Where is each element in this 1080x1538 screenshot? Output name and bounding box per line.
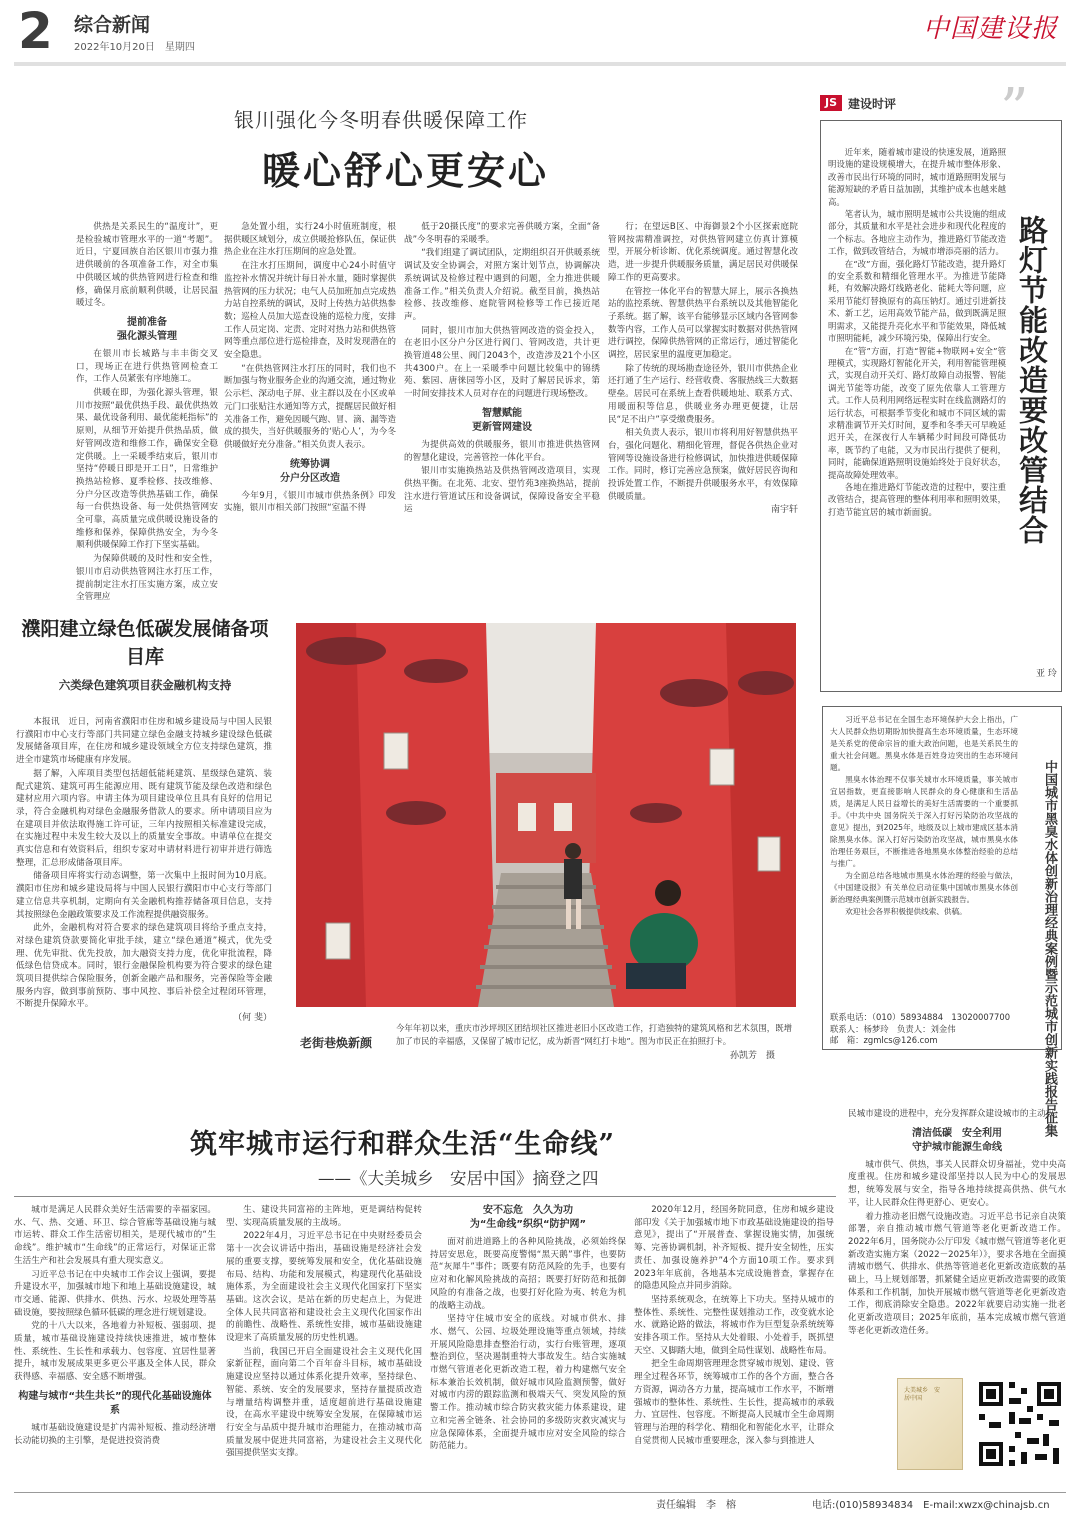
story2-subtitle: 六类绿色建筑项目获金融机构支持 — [58, 678, 232, 692]
paragraph: 民城市建设的进程中，充分发挥群众建设城市的主动权。 — [848, 1109, 1063, 1119]
newspaper-logo: 中国建设报 — [922, 14, 1058, 44]
paragraph: 着力推动老旧燃气设施改造。习近平总书记亲自决策部署，亲自推动城市燃气管道等老化更新改造工作。2022年6月，国务院办公厅印发《城市燃气管道等老化更新改造实施方案（2022－2025年）》，要求各地在全面摸清城市燃气、供排水、供热等管道老化更新改造底数的基础上，马上规划部署，抓紧健全适应更新改造需要的政策体系和工作机制，加快开展城市燃气管道等老化更新改造工作，彻底消除安全隐患。2022年就要启动实施一批老化更新改造项目；2025年底前，基本完成城市燃气管道等老化更新改造任务。 — [848, 1211, 1066, 1336]
contact-person: 联系人：杨梦玲 负责人：刘金伟 — [830, 1023, 956, 1034]
paragraph: 坚持守住城市安全的底线。对城市供水、排水、燃气、公园、垃圾处理设施等重点领域，持续开展风险隐患排查整治行动，实行台账管理，逐项整治到位，坚决遏制重特大事故发生。结合实施城市燃气管道老化更新改造工程，着力构建燃气安全标本兼治长效机制，做好城市风险监测预警，做好对城市内涝的跟踪监测和极端天气、突发风险的预警工作。推动城市综合防灾救灾能力体系建设，建立和完善全链条、社会协同的多级防灾救灾减灾与应急保障体系，全面提升城市应对安全风险的综合防范能力。 — [430, 1314, 626, 1452]
paragraph: 银川市实施换热站及供热管网改造项目，实现供热平衡。在北苑、北安、望竹苑3座换热站，提前注水进行管道试压和设备调试，保障设备安全平稳运 — [404, 466, 600, 515]
paragraph: 相关负责人表示，银川市将利用好智慧供热平台，强化问题化、精细化管理，督促各供热企业对管网等设施设备进行检修调试，加快推进供暖保障工作。同时，修订完善应急预案，做好居民咨询和投诉处置工作，不断提升供暖服务水平，有效保障供暖质量。 — [608, 428, 798, 502]
paragraph: 面对前进道路上的各种风险挑战，必须始终保持居安思危，既要高度警惕“黑天鹅”事件，也要防范“灰犀牛”事件；既要有防范风险的先手，也要有应对和化解风险挑战的高招；既要打好防范和抵御风险的有准备之战，也要打好化险为夷、转危为机的战略主动战。 — [430, 1237, 626, 1311]
paragraph: 供暖在即，为强化源头管理，银川市按照“最优供热手段、最优供热效果、最优设备利用、最优能耗指标”的原则，从细节开始提升供热品质，做好管网改造和维修工作，确保安全稳定供暖。上一采暖季结束后，银川市坚持“停暖日即是开工日”，日常维护换热站检修、夏季检修、技改维修、分户分区改造等供热基础工作，确保每一台供热设备、每一处供热管网安全可靠，高质量完成供暖设施设备的维修和保养，保障供热安全，为今冬顺利供暖保障工作打下坚实基础。 — [76, 388, 218, 551]
story3-column-1 — [14, 1204, 216, 1488]
subheading: 提前准备 强化源头管理 — [117, 316, 177, 342]
story3-column-5 — [848, 1108, 1066, 1374]
qr-code-icon — [975, 1378, 1065, 1470]
footer-divider — [14, 1492, 1066, 1493]
paragraph: 2022年4月，习近平总书记在中央财经委员会第十一次会议讲话中指出，基础设施是经济社会发展的重要支撑，要统筹发展和安全，优化基础设施布局、结构、功能和发展模式，构建现代化基础设施体系，为全面建设社会主义现代化国家打下坚实基础。这次会议，是站在新的历史起点上，为促进全体人民共同富裕和建设社会主义现代化国家作出的前瞻性、战略性、系统性安排，城市基础设施建设迎来了高质量发展的历史性机遇。 — [226, 1231, 422, 1344]
story1-column-1 — [76, 221, 218, 603]
story1-byline: 南宇轩 — [770, 505, 798, 516]
contact-phone: 联系电话：（010）58934884 13020007700 — [830, 1012, 1011, 1022]
photo-credit: 孙凯芳 摄 — [730, 1051, 776, 1061]
paragraph: 据了解，入库项目类型包括超低能耗建筑、星级绿色建筑、装配式建筑、建筑可再生能源应用、既有建筑节能及绿色改造和绿色建材应用六项内容。申请主体为项目建设单位且具有良好的信用记录，符合金融机构对绿色金融服务借款人的要求。所申请项目应为在建项目并依法取得施工许可证，三年内按照相关标准建设完成，在实施过程中未发生较大及以上的质量安全事故。申请单位在提交真实信息和有效资料后，组织专家对申请材料进行初审并进行筛选整理，汇总形成储备项目库。 — [16, 768, 272, 868]
quote-icon: ” — [1000, 77, 1029, 142]
book-cover-image — [897, 1378, 963, 1470]
story3-title: 筑牢城市运行和群众生活“生命线” — [190, 1129, 616, 1160]
story3-divider — [14, 1196, 836, 1197]
paragraph: 在“管”方面，打造“智能+物联网+安全”管理模式，实现路灯智能化开关，利用智能管理模式，实现自动开关灯、路灯故障自动报警、智能调光节能等功能，改变了原先依靠人工管理方式。工作人员利用网络远程实时在线监测路灯的运行状态，可根据季节变化和城市不同区域的需求精准调节开关灯时间，夏季和冬季天可早晚延迟开关，在深夜行人车辆稀少时间段可降低功率，既节约了电能，又为市民出行提供了便利，同时，能确保道路照明设施始终处于良好状态，提高故障处理效率。 — [828, 345, 1006, 480]
paragraph: 此外，金融机构对符合要求的绿色建筑项目将给予重点支持，对绿色建筑贷款要简化审批手续，建立“绿色通道”模式，优先受理、优先审批、优先投放，加大融资支持力度，优化审批流程，降低绿色信贷成本。同时，银行金融保险机构要为符合要求的绿色建筑项目提供综合保险服务，创新金融产品和服务，完善保险等金融服务内容，做到事前预防、事中风控、事后补偿全过程闭环管理，不断提升保障水平。 — [16, 923, 272, 1010]
subheading: 统筹协调 分户分区改造 — [280, 458, 340, 484]
paragraph: 在注水打压期间，调度中心24小时值守监控补水情况并统计每日补水量，随时掌握供热管网的压力状况；电气人员加班加点完成热力站自控系统的调试，及时上传热力站供热参数；巡检人员加大巡查设施的巡检力度，安排工作人员定岗、定责、定时对热力站和供热管网等重点部位进行巡检排查，及时发现潜在的安全隐患。 — [224, 261, 396, 361]
paragraph: 供热是关系民生的“温度计”，更是检验城市管理水平的一道“考题”。近日，宁夏回族自治区银川市强力推进供暖前的各项准备工作，对全市集中供暖区域的供热管网进行检查和维修，确保月底前顺利供暖，让居民温暖过冬。 — [76, 222, 218, 309]
book-title: 大美城乡 安居中国 — [904, 1387, 941, 1402]
commentary-body — [828, 146, 1006, 676]
page-number: 2 — [18, 2, 53, 60]
story2-title: 濮阳建立绿色低碳发展储备项目库 — [21, 618, 269, 668]
photo-caption-title: 老街巷焕新颜 — [300, 1036, 373, 1050]
paragraph: 急处置小组，实行24小时值班制度，根据供暖区域划分，成立供暖抢修队伍，保证供热企业在注水打压期间的应急处置。 — [224, 222, 396, 258]
subheading: 智慧赋能 更新管网建设 — [472, 407, 532, 433]
paragraph: 行；在望远B区、中海御景2个小区探索庭院管网按需精准调控，对供热管网建立仿真计算模型，开展分析诊断、优化系统调度。通过智慧化改造，进一步提升供暖服务质量，满足居民对供暖保障工作的更高要求。 — [608, 222, 798, 283]
editor-credit: 责任编辑 李 榕 — [656, 1500, 736, 1511]
paragraph: 城市供气、供热，事关人民群众切身福祉，党中央高度重视。住房和城乡建设部坚持以人民为中心的发展思想，统筹发展与安全，指导各地持续提高供热、供气水平，让人民群众住得更舒心、更安心。 — [848, 1159, 1066, 1208]
story3-column-4 — [634, 1204, 834, 1488]
issue-date: 2022年10月20日 星期四 — [74, 42, 195, 53]
notice-contact — [830, 1012, 1054, 1047]
paragraph: 在银川市长城路与丰丰街交叉口，现场正在进行供热管网检查工作，工作人员紧张有序地施工。 — [76, 348, 218, 385]
story2-body — [16, 716, 272, 1062]
commentary-title: 路灯节能改造要改管结合 — [1015, 215, 1049, 545]
paragraph: “我们组建了调试团队，定期组织召开供暖系统调试及安全协调会，对照方案计划节点，协调解决系统调试及检修过程中遇到的问题，全力推进供暖准备工作。”相关负责人介绍说。截至目前，换热站检修、技改维修、庭院管网检修等工作已接近尾声。 — [404, 248, 600, 322]
story1-column-2 — [224, 221, 396, 567]
paragraph: 近年来，随着城市建设的快速发展，道路照明设施的建设规模增大，在提升城市整体形象、改善市民出行环境的同时，城市道路照明发展与能源短缺的矛盾日益加剧，其维护成本也越来越高。 — [828, 147, 1006, 207]
notice-title: 中国城市黑臭水体创新治理经典案例暨示范城市创新实践报告征集 — [1042, 760, 1057, 1137]
paragraph: 城市是满足人民群众美好生活需要的幸福家园。水、气、热、交通、环卫、综合管廊等基础设施与城市运转、群众工作生活密切相关，是现代城市的“生命线”。维护城市“生命线”的正常运行，对保证正常生活生产和社会发展具有重大现实意义。 — [14, 1205, 216, 1266]
paragraph: 黑臭水体治理不仅事关城市水环境质量，事关城市宜居指数，更直接影响人民群众的身心健康和生活品质，是满足人民日益增长的美好生活需要的一个重要抓手。《中共中央 国务院关于深入打好污染防治攻坚战的意见》提出，到2025年，地级及以上城市建成区基本消除黑臭水体。深入打好污染防治攻坚战，城市黑臭水体治理任务艰巨，不断推进各地黑臭水体整治经验的总结与推广。 — [830, 775, 1018, 868]
paragraph: 同时，银川市加大供热管网改造的资金投入，在老旧小区分户分区进行阀门、管网改造，共计更换管道48公里、阀门2043个，改造涉及21个小区共4300户。在上一采暖季中问题比较集中的锦绣苑、紫园、唐徕园等小区，及时了解居民诉求，第一时间安排技术人员对存在的问题进行现场整改。 — [404, 325, 600, 400]
paragraph: 城市基础设施建设是扩内需补短板、推动经济增长动能切换的主引擎，是促进投资消费 — [14, 1422, 216, 1446]
notice-body — [830, 714, 1018, 1006]
paragraph: 储备项目库将实行动态调整，第一次集中上报时间为10月底。濮阳市住房和城乡建设局将与中国人民银行濮阳市中心支行等部门建立信息共享机制，定期向有关金融机构推荐储备项目信息，支持其按照绿色金融政策要求及工作流程提供融资服务。 — [16, 871, 272, 920]
street-scene-illustration — [296, 623, 796, 1007]
section-title: 综合新闻 — [74, 14, 151, 36]
story1-kicker: 银川强化今冬明春供暖保障工作 — [234, 108, 528, 132]
story3-column-2 — [226, 1204, 422, 1488]
paragraph: 在“改”方面，强化路灯节能改造，提升路灯的安全系数和精细化管理水平。为推进节能降耗，有效解决路灯线路老化、能耗大等问题，应采用节能灯替换原有的高压钠灯。通过引进新技术、新工艺，运用高效节能产品，做到既满足照明需求，又能提升亮化水平和节能效果，降低城市照明能耗，减少环境污染，保障出行安全。 — [828, 258, 1006, 344]
story1-column-4 — [608, 221, 798, 567]
paragraph: 2020年12月，经国务院同意，住房和城乡建设部印发《关于加强城市地下市政基础设施建设的指导意见》，提出了“开展普查、掌握设施实情，加强统筹、完善协调机制，补齐短板、提升安全韧性，压实责任、加强设施养护”4个方面10项工作。要求到2023年年底前，各地基本完成设施普查，掌握存在的隐患风险点并同步消除。 — [634, 1205, 834, 1292]
photo-caption: 今年年初以来，重庆市沙坪坝区团结坝社区推进老旧小区改造工作，打造独特的建筑风格和艺术氛围，既增加了市民的幸福感，又保留了城市记忆，成为新晋“网红打卡地”。图为市民正在拍照打卡。 — [396, 1023, 792, 1046]
story1-title: 暖心舒心更安心 — [262, 148, 550, 193]
subheading: 清洁低碳 安全利用 守护城市能源生命线 — [912, 1127, 1002, 1153]
commentary-author: 亚 玲 — [1036, 669, 1057, 679]
street-photo — [296, 623, 796, 1007]
paragraph: 低于20摄氏度”的要求完善供暖方案，全面“备战”今冬明春的采暖季。 — [404, 222, 600, 245]
header-divider — [14, 62, 1066, 66]
column-tag: JS — [820, 95, 842, 111]
qr-code[interactable] — [975, 1378, 1065, 1470]
story3-column-3 — [430, 1204, 626, 1488]
subheading: 构建与城市“共生共长”的现代化基础设施体系 — [18, 1390, 212, 1416]
column-label: 建设时评 — [848, 97, 897, 111]
paragraph: 为全面总结各地城市黑臭水体治理的经验与做法，《中国建设报》有关单位启动征集中国城市黑臭水体创新治理经典案例暨示范城市创新实践报告。 — [830, 871, 1018, 904]
story3-subtitle: ——《大美城乡 安居中国》摘登之四 — [318, 1169, 599, 1188]
footer-contact: 电话:(010)58934834 E-mail:xwzx@chinajsb.cn — [812, 1500, 1050, 1511]
paragraph: 笔者认为，城市照明是城市公共设施的组成部分，其质量和水平是社会进步和现代化程度的一个标志。各地应主动作为，推进路灯节能改造工作，做到改管结合，为城市增添亮丽的活力。 — [828, 209, 1006, 257]
paragraph: 为提供高效的供暖服务，银川市推进供热管网的智慧化建设，完善管控一体化平台。 — [404, 439, 600, 463]
paragraph: 当前，我国已开启全面建设社会主义现代化国家新征程，面向第二个百年奋斗目标，城市基础设施建设应坚持以通过体系化提升效率，坚持绿色、智能、系统、安全的发展要求，坚持存量提质改造与增量结构调整并重，适度超前进行基础设施建设，在高水平建设中统筹安全发展，在保障城市运行安全与品质中提升城市治理能力，在推动城市高质量发展中促进共同富裕，为建设社会主义现代化强国提供坚实支撑。 — [226, 1346, 422, 1459]
paragraph: 为保障供暖的及时性和安全性，银川市启动供热管网注水打压工作，提前制定注水打压实施方案，成立安全管理应 — [76, 554, 218, 603]
paragraph: 除了传统的现场勘查途径外，银川市供热企业还打通了生产运行、经营收费、客服热线三大数据壁垒。居民可在系统上查看供暖地址、联系方式、用暖面积等信息，供暖业务办理更便捷，让居民“足不出户”享受缴费服务。 — [608, 363, 798, 425]
contact-email: 邮 箱：zgmlcs@126.com — [830, 1035, 938, 1045]
story1-column-3 — [404, 221, 600, 567]
subheading: 安不忘危 久久为功 为“生命线”织织“防护网” — [469, 1205, 587, 1230]
paragraph: 生、建设共同富裕的主阵地，更是调结构促转型、实现高质量发展的主战场。 — [226, 1205, 422, 1228]
paragraph: 各地在推进路灯节能改造的过程中，要注重改管结合，提高管理的整体利用率和照明效果，打造节能宜居的城市新面貌。 — [828, 481, 1006, 517]
paragraph: 党的十八大以来，各地着力补短板、强弱项、提质量，城市基础设施建设持续快速推进，城市整体性、系统性、生长性和承载力、包容度、宜居性显著提升，城市发展成果更多更公平惠及全体人民，群众获得感、幸福感、安全感不断增强。 — [14, 1321, 216, 1383]
story2-byline: （何 斐） — [233, 1013, 272, 1024]
paragraph: 在管控一体化平台的智慧大屏上，展示各换热站的监控系统、智慧供热平台系统以及其他智能化子系统。据了解，该平台能够显示区域内各管网参数等内容，工作人员可以掌握实时数据对供热管网进行调控，保障供热管网的正常运行，通过智能化调控，居民家里的温度更加稳定。 — [608, 286, 798, 361]
paragraph: 习近平总书记在中央城市工作会议上强调，要提升建设水平，加强城市地下和地上基础设施建设，城市交通、能源、供排水、供热、污水、垃圾处理等基础设施，要按照绿色循环低碳的理念进行规划建设。 — [14, 1269, 216, 1318]
paragraph: 坚持系统观念，在统筹上下功夫。坚持从城市的整体性、系统性、完整性谋划推动工作，改变就水论水、就路论路的做法，将城市作为巨型复杂系统统筹安排各项工作。坚持从大处着眼、小处着手，既抓望天空、又脚踏大地，做到全局性谋划、战略性布局。 — [634, 1294, 834, 1356]
paragraph: 今年9月，《银川市城市供热条例》印发实施，银川市相关部门按照“室温不得 — [224, 490, 396, 514]
paragraph: 习近平总书记在全国生态环境保护大会上指出，广大人民群众热切期盼加快提高生态环境质量，生态环境是关系党的使命宗旨的重大政治问题，也是关系民生的重大社会问题。黑臭水体是百姓身边突出的生态环境问题。 — [830, 715, 1018, 772]
paragraph: 本报讯 近日，河南省濮阳市住房和城乡建设局与中国人民银行濮阳市中心支行等部门共同建立绿色金融支持城乡建设绿色低碳发展储备项目库，在住房和城乡建设领域全方位支持绿色建筑，推进全市建筑市场健康有序发展。 — [16, 717, 272, 766]
paragraph: 欢迎社会各界积极提供线索、供稿。 — [845, 907, 967, 916]
paragraph: “在供热管网注水打压的同时，我们也不断加强与物业服务企业的沟通交流，通过物业公示栏、深动电子屏、业主群以及在小区或单元门口张贴注水通知等方式，提醒居民做好相关准备工作，避免因暖气跑、冒、滴、漏等造成的损失，当好供暖服务的‘贴心人’，为今冬供暖做好充分准备。”相关负责人表示。 — [224, 363, 396, 450]
paragraph: 把全生命周期管理理念贯穿城市规划、建设、管理全过程各环节，统筹城市工作的各个方面，整合各方资源，调动各方力量，提高城市工作水平，不断增强城市的整体性、系统性、生长性，提高城市的承载力、宜居性、包容度。不断提高人民城市全生命周期管理与治理的科学化、精细化和智能化水平，让群众自觉贯彻人民城市重要理念，深入参与到推进人 — [634, 1359, 834, 1446]
